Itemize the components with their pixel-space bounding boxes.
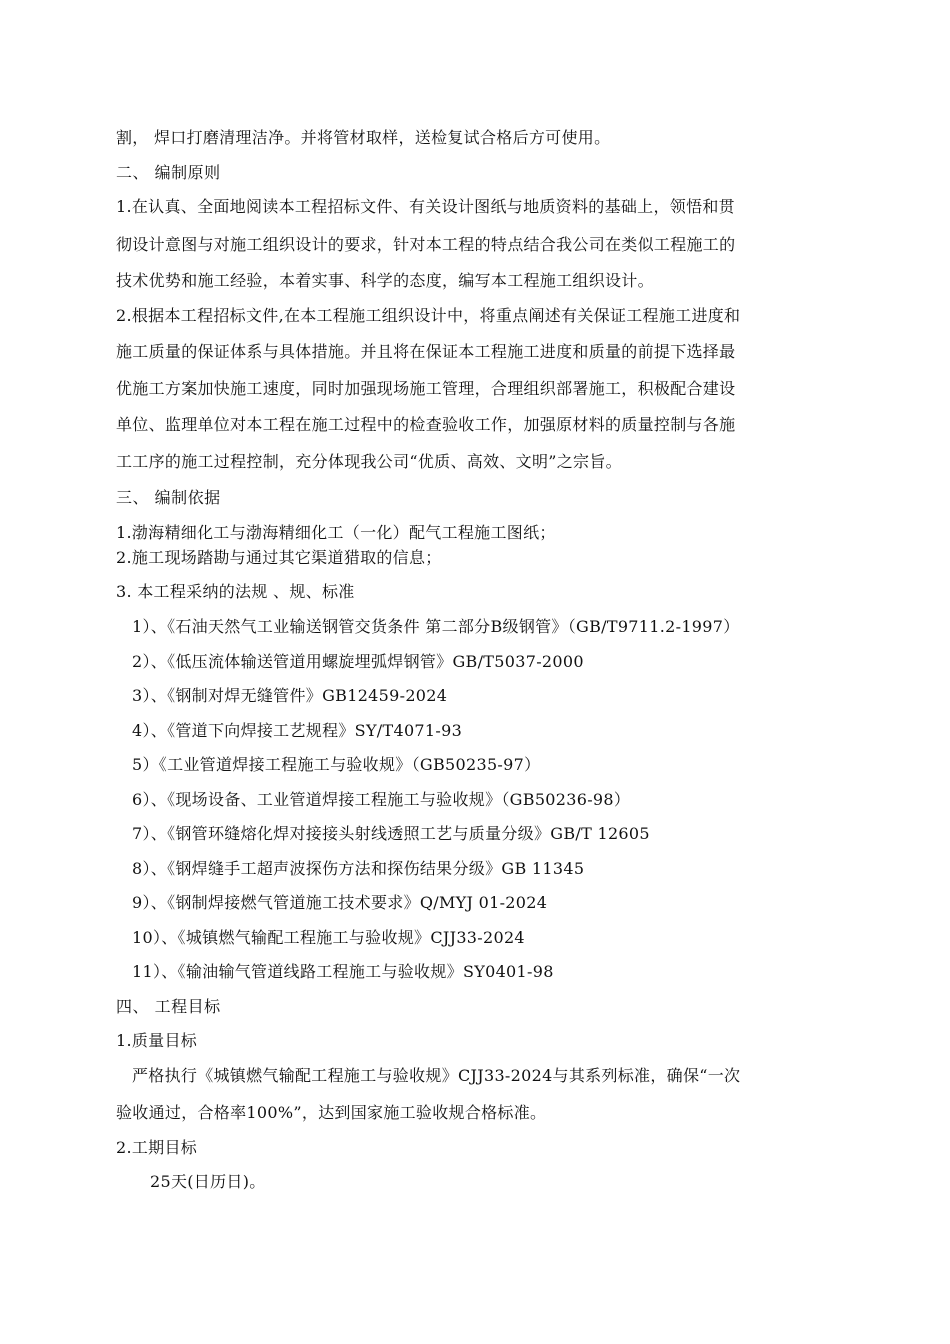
text-line: 验收通过，合格率100%”，达到国家施工验收规合格标准。 (116, 1103, 547, 1122)
standard-item: 10）、《城镇燃气输配工程施工与验收规》CJJ33-2024 (132, 928, 525, 947)
text-line: 割， 焊口打磨清理洁净。并将管材取样，送检复试合格后方可使用。 (116, 128, 611, 147)
text-line: 优施工方案加快施工速度，同时加强现场施工管理，合理组织部署施工，积极配合建设 (116, 379, 736, 398)
standard-item: 7）、《钢管环缝熔化焊对接接头射线透照工艺与质量分级》GB/T 12605 (132, 824, 650, 843)
text-line: 1.渤海精细化工与渤海精细化工（一化）配气工程施工图纸； (116, 523, 556, 542)
text-line: 技术优势和施工经验，本着实事、科学的态度，编写本工程施工组织设计。 (116, 271, 654, 290)
standard-item: 4）、《管道下向焊接工艺规程》SY/T4071-93 (132, 721, 463, 740)
section-heading-principles: 二、 编制原则 (116, 163, 221, 182)
text-line: 3. 本工程采纳的法规 、规、标准 (116, 582, 355, 601)
text-line: 2.根据本工程招标文件,在本工程施工组织设计中，将重点阐述有关保证工程施工进度和 (116, 306, 741, 325)
section-heading-goals: 四、 工程目标 (116, 997, 221, 1016)
standard-item: 5）《工业管道焊接工程施工与验收规》（GB50235-97） (132, 755, 541, 774)
text-line: 单位、监理单位对本工程在施工过程中的检查验收工作，加强原材料的质量控制与各施 (116, 415, 736, 434)
text-line: 工工序的施工过程控制，充分体现我公司“优质、高效、文明”之宗旨。 (116, 452, 622, 471)
standard-item: 9）、《钢制焊接燃气管道施工技术要求》Q/MYJ 01-2024 (132, 893, 548, 912)
standard-item: 8）、《钢焊缝手工超声波探伤方法和探伤结果分级》GB 11345 (132, 859, 585, 878)
text-line: 严格执行《城镇燃气输配工程施工与验收规》CJJ33-2024与其系列标准，确保“一次 (132, 1066, 741, 1085)
standard-item: 1）、《石油天然气工业输送钢管交货条件 第二部分B级钢管》（GB/T9711.2-1997） (132, 617, 740, 636)
section-heading-basis: 三、 编制依据 (116, 488, 221, 507)
text-line: 1.在认真、全面地阅读本工程招标文件、有关设计图纸与地质资料的基础上，领悟和贯 (116, 197, 735, 216)
subheading-schedule: 2.工期目标 (116, 1138, 198, 1157)
text-line: 25天(日历日)。 (150, 1172, 266, 1191)
standard-item: 3）、《钢制对焊无缝管件》GB12459-2024 (132, 686, 448, 705)
standard-item: 2）、《低压流体输送管道用螺旋埋弧焊钢管》GB/T5037-2000 (132, 652, 584, 671)
standard-item: 11）、《输油输气管道线路工程施工与验收规》SY0401-98 (132, 962, 554, 981)
subheading-quality: 1.质量目标 (116, 1031, 198, 1050)
text-line: 2.施工现场踏勘与通过其它渠道猎取的信息； (116, 548, 442, 567)
standard-item: 6）、《现场设备、工业管道焊接工程施工与验收规》（GB50236-98） (132, 790, 631, 809)
text-line: 施工质量的保证体系与具体措施。并且将在保证本工程施工进度和质量的前提下选择最 (116, 342, 736, 361)
text-line: 彻设计意图与对施工组织设计的要求，针对本工程的特点结合我公司在类似工程施工的 (116, 235, 736, 254)
